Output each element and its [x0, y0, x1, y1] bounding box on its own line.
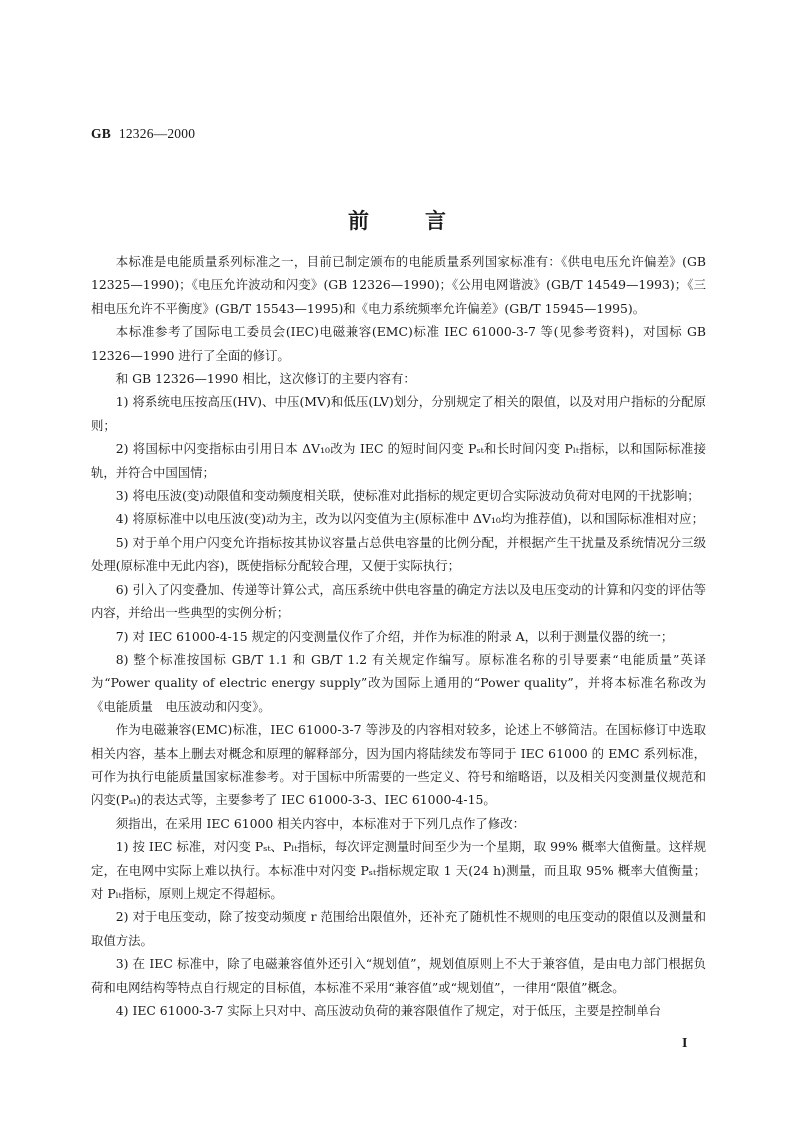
paragraph: 1) 将系统电压按高压(HV)、中压(MV)和低压(LV)划分，分别规定了相关的限值，以及对用户指标的分配原则；: [91, 394, 706, 433]
paragraph: 本标准参考了国际电工委员会(IEC)电磁兼容(EMC)标准 IEC 61000-3-7 等(见参考资料)，对国标 GB 12326—1990 进行了全面的修订。: [91, 324, 706, 363]
section-title: [0, 205, 794, 235]
paragraph: 6) 引入了闪变叠加、传递等计算公式，高压系统中供电容量的确定方法以及电压变动的计算和闪变的评估等内容，并给出一些典型的实例分析；: [91, 581, 706, 621]
paragraph: 7) 对 IEC 61000-4-15 规定的闪变测量仪作了介绍，并作为标准的附录 A，以利于测量仪器的统一；: [115, 628, 674, 644]
paragraph: 本标准是电能质量系列标准之一，目前已制定颁布的电能质量系列国家标准有：《供电电压允许偏差》(GB 12325—1990)；《电压允许波动和闪变》(GB 12326—1990)；《公用电网谐波》(GB/T 14549—1993)；《三相电压允许不平衡度》(GB/T 15543—1995)和《电力系统频率允许偏差》(GB/T 15945—1995)。: [91, 254, 706, 316]
paragraph: 和 GB 12326—1990 相比，这次修订的主要内容有：: [115, 371, 416, 387]
standard-prefix: GB: [91, 126, 111, 141]
paragraph: 5) 对于单个用户闪变允许指标按其协议容量占总供电容量的比例分配，并根据产生干扰量及系统情况分三级处理(原标准中无此内容)，既使指标分配较合理，又便于实际执行；: [91, 534, 706, 574]
paragraph: 须指出，在采用 IEC 61000 相关内容中，本标准对于下列几点作了修改：: [115, 815, 525, 831]
standard-code: 12326—2000: [118, 126, 196, 141]
paragraph: 3) 将电压波(变)动限值和变动频度相关联，使标准对此指标的规定更切合实际波动负荷对电网的干扰影响；: [115, 488, 700, 504]
standard-number: [91, 126, 195, 142]
paragraph: 作为电磁兼容(EMC)标准，IEC 61000-3-7 等涉及的内容相对较多，论述上不够简洁。在国标修订中选取相关内容，基本上删去对概念和原理的解释部分，因为国内将陆续发布等同于 IEC 61000 的 EMC 系列标准，可作为执行电能质量国家标准参考。对于国标中所需要的一些定义、符号和缩略语，以及相关闪变测量仪规范和闪变(Pₛₜ)的表达式等，主要参考了 IEC 61000-3-3、IEC 61000-4-15。: [91, 722, 706, 808]
paragraph: 2) 将国标中闪变指标由引用日本 ΔV₁₀改为 IEC 的短时间闪变 Pₛₜ和长时间闪变 Pₗₜ指标，以和国际标准接轨，并符合中国国情；: [91, 441, 706, 480]
paragraph: 3) 在 IEC 标准中，除了电磁兼容值外还引入“规划值”，规划值原则上不大于兼容值，是由电力部门根据负荷和电网结构等特点自行规定的目标值，本标准不采用“兼容值”或“规划值”，一律用“限值”概念。: [91, 956, 706, 995]
page-number: I: [682, 1036, 688, 1051]
title-char-1: 前: [348, 208, 369, 233]
paragraph: 1) 按 IEC 标准，对闪变 Pₛₜ、Pₗₜ指标，每次评定测量时间至少为一个星期，取 99% 概率大值衡量。这样规定，在电网中实际上难以执行。本标准中对闪变 Pₛₜ指标规定取 1 天(24 h)测量，而且取 95% 概率大值衡量；对 Pₗₜ指标，原则上规定不得超标。: [91, 839, 706, 901]
title-char-2: 言: [425, 208, 446, 233]
paragraph: 2) 对于电压变动，除了按变动频度 r 范围给出限值外，还补充了随机性不规则的电压变动的限值以及测量和取值方法。: [91, 909, 706, 948]
paragraph: 4) IEC 61000-3-7 实际上只对中、高压波动负荷的兼容限值作了规定，对于低压，主要是控制单台: [115, 1003, 661, 1018]
paragraph: 8) 整个标准按国标 GB/T 1.1 和 GB/T 1.2 有关规定作编写。原标准名称的引导要素“电能质量”英译为“Power quality of electric energy supply”改为国际上通用的“Power quality”，并将本标准名称改为《电能质量 电压波动和闪变》。: [91, 651, 706, 714]
paragraph: 4) 将原标准中以电压波(变)动为主，改为以闪变值为主(原标准中 ΔV₁₀均为推荐值)，以和国际标准相对应；: [115, 511, 704, 527]
foreword-body: [91, 250, 706, 1022]
